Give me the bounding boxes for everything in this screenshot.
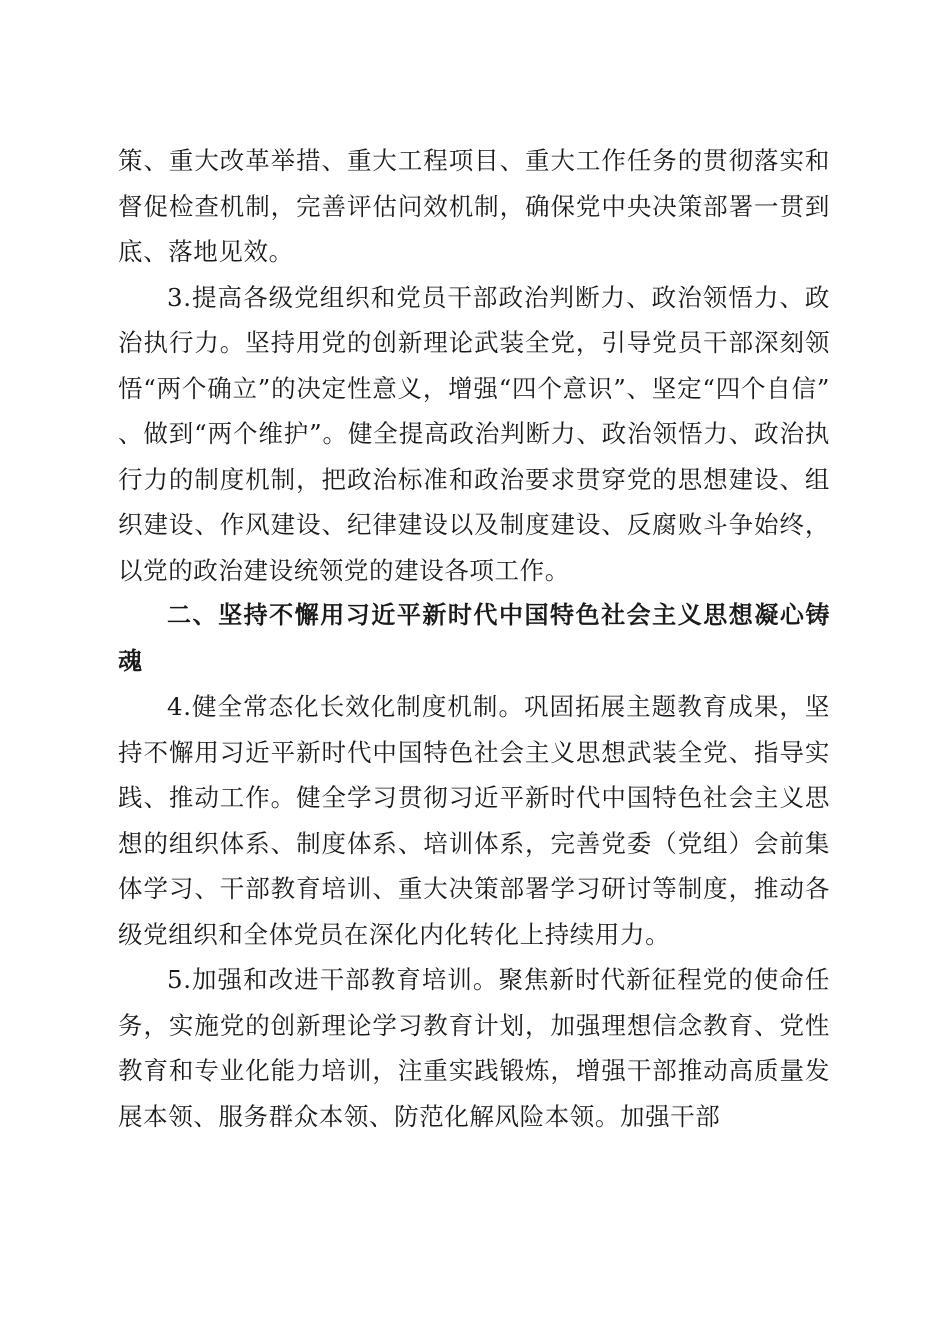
paragraph-item-4: 4.健全常态化长效化制度机制。巩固拓展主题教育成果，坚持不懈用习近平新时代中国特色社会主义思想武装全党、指导实践、推动工作。健全学习贯彻习近平新时代中国特色社会主义思想的组织体系、制度体系、培训体系，完善党委（党组）会前集体学习、干部教育培训、重大决策部署学习研讨等制度，推动各级党组织和全体党员在深化内化转化上持续用力。 <box>118 692 830 949</box>
document-body <box>118 138 830 1139</box>
section-heading: 二、坚持不懈用习近平新时代中国特色社会主义思想凝心铸魂 <box>118 601 830 675</box>
paragraph-item-3: 3.提高各级党组织和党员干部政治判断力、政治领悟力、政治执行力。坚持用党的创新理论武装全党，引导党员干部深刻领悟“两个确立”的决定性意义，增强“四个意识”、坚定“四个自信”、做到“两个维护”。健全提高政治判断力、政治领悟力、政治执行力的制度机制，把政治标准和政治要求贯穿党的思想建设、组织建设、作风建设、纪律建设以及制度建设、反腐败斗争始终，以党的政治建设统领党的建设各项工作。 <box>118 282 830 585</box>
paragraph-item-5: 5.加强和改进干部教育培训。聚焦新时代新征程党的使命任务，实施党的创新理论学习教育计划，加强理想信念教育、党性教育和专业化能力培训，注重实践锻炼，增强干部推动高质量发展本领、服务群众本领、防范化解风险本领。加强干部 <box>118 965 830 1131</box>
paragraph-continuation: 策、重大改革举措、重大工程项目、重大工作任务的贯彻落实和督促检查机制，完善评估问效机制，确保党中央决策部署一贯到底、落地见效。 <box>118 146 830 266</box>
